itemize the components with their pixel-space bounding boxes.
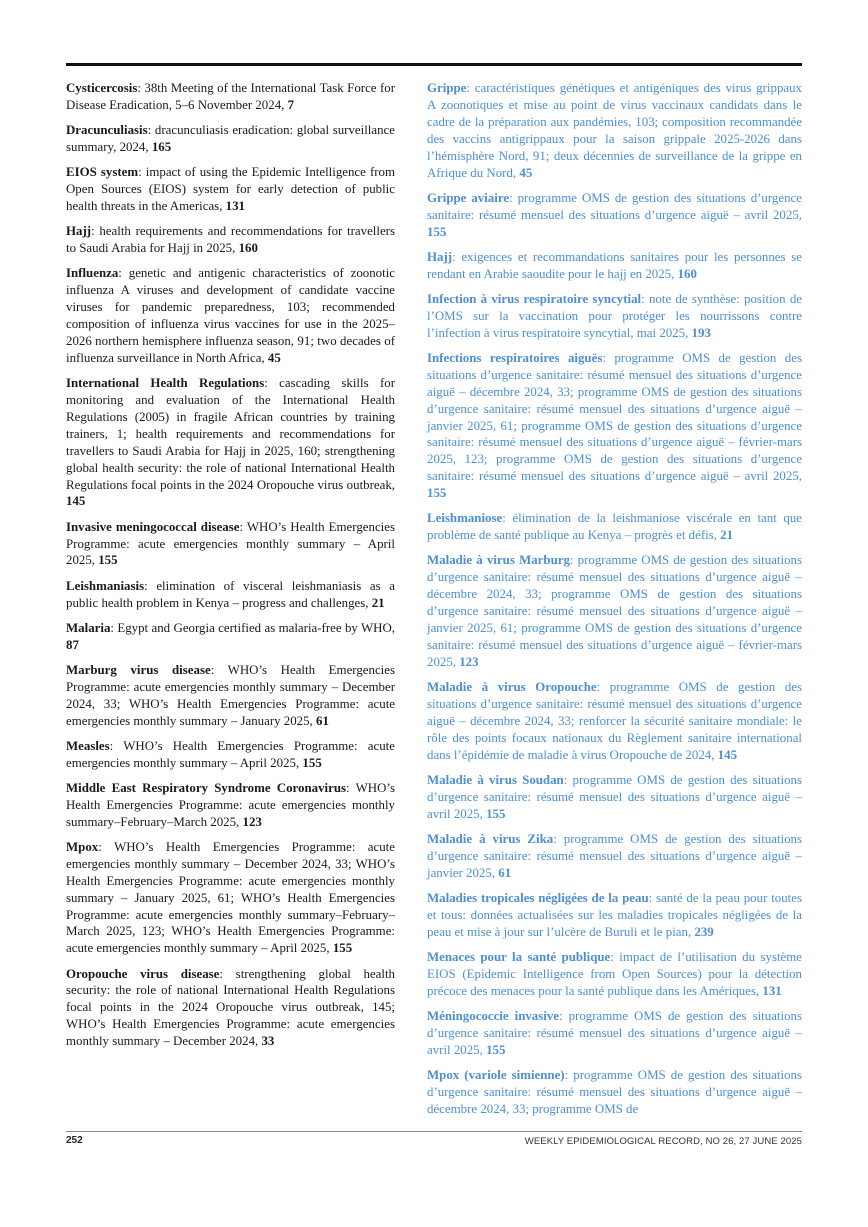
- index-page-reference: 155: [98, 553, 118, 568]
- index-term: Maladies tropicales négligées de la peau: [427, 890, 649, 905]
- index-page-reference: 7: [287, 97, 295, 112]
- index-entry: [66, 80, 395, 114]
- index-term: Cysticercosis: [66, 81, 138, 95]
- index-term: Maladie à virus Zika: [427, 831, 554, 846]
- index-entry: [66, 578, 395, 612]
- index-description: : impact de l’utilisation du système EIOS (Epidemic Intelligence from Open Sources) pour la détection précoce des menaces pour la santé publique dans les Amériques,: [427, 949, 803, 998]
- index-entry: [427, 291, 802, 342]
- index-description: : programme OMS de gestion des situations d’urgence sanitaire: résumé mensuel des situations d’urgence aiguë – décembre 2024, 33; programme OMS de: [427, 1067, 802, 1116]
- index-term: Maladie à virus Oropouche: [427, 680, 597, 695]
- index-page-reference: 21: [371, 595, 385, 610]
- index-description: : dracunculiasis eradication: global surveillance summary, 2024,: [66, 123, 395, 155]
- index-description: : programme OMS de gestion des situations d’urgence sanitaire: résumé mensuel des situations d’urgence aiguë – janvier 2025,: [427, 831, 803, 880]
- index-description: : programme OMS de gestion des situations d’urgence sanitaire: résumé mensuel des situations d’urgence aiguë – décembre 2024, 33; programme OMS de gestion des situations d’urgence sanitaire: résumé mensuel des situations d’urgence aiguë – janvier 2025, 61; programme OMS de gestion des situations d’urgence sanitaire: résumé mensuel des situations d’urgence aiguë – février-mars 2025,: [427, 553, 802, 669]
- index-description: : Egypt and Georgia certified as malaria-free by WHO,: [110, 620, 395, 635]
- index-page-reference: 33: [261, 1034, 275, 1049]
- index-page-reference: 145: [717, 747, 738, 762]
- index-description: : WHO’s Health Emergencies Programme: acute emergencies monthly summary – December 2024, 33; WHO’s Health Emergencies Programme: acute emergencies monthly summary – January 2025, 61; WHO’s Health Emergencies Programme: acute emergencies monthly summary–February–March 2025, 123; WHO’s Health Emergencies Programme: acute emergencies monthly summary – April 2025,: [66, 839, 395, 956]
- index-term: Mpox (variole simienne): [427, 1067, 565, 1082]
- running-footer-title: WEEKLY EPIDEMIOLOGICAL RECORD, NO 26, 27 JUNE 2025: [524, 1136, 802, 1147]
- index-description: : WHO’s Health Emergencies Programme: acute emergencies monthly summary–February–March 2025,: [66, 780, 395, 829]
- index-term: Invasive meningococcal disease: [66, 519, 240, 534]
- english-index-column: [66, 80, 395, 1058]
- index-entry: [66, 620, 395, 654]
- index-entry: [66, 164, 395, 215]
- index-entry: [427, 679, 802, 764]
- index-entry: [427, 949, 802, 1000]
- index-page-reference: 145: [66, 494, 86, 509]
- index-page-reference: 131: [225, 199, 245, 214]
- index-page-reference: 193: [691, 325, 711, 340]
- index-term: Hajj: [427, 249, 453, 264]
- index-entry: [427, 890, 802, 941]
- index-page-reference: 87: [66, 637, 79, 652]
- index-page-reference: 160: [677, 266, 697, 281]
- index-entry: [66, 662, 395, 730]
- index-entry: [66, 966, 395, 1051]
- index-term: Marburg virus disease: [66, 662, 211, 677]
- index-page-reference: 155: [302, 755, 322, 770]
- index-entry: [66, 738, 395, 772]
- index-entry: [427, 772, 802, 823]
- index-entry: [427, 552, 802, 670]
- index-description: : programme OMS de gestion des situations d’urgence sanitaire: résumé mensuel des situations d’urgence aiguë – décembre 2024, 33; programme OMS de gestion des situations d’urgence sanitaire: résumé mensuel des situations d’urgence aiguë – janvier 2025, 61; programme OMS de gestion des situations d’urgence sanitaire: résumé mensuel des situations d’urgence aiguë – février-mars 2025, 123; programme OMS de gestion des situations d’urgence sanitaire: résumé mensuel des situations d’urgence aiguë – avril 2025,: [427, 350, 802, 484]
- index-term: Middle East Respiratory Syndrome Coronavirus: [66, 780, 347, 795]
- index-term: Infections respiratoires aiguës: [427, 350, 603, 365]
- index-page-reference: 21: [720, 528, 734, 543]
- index-description: : programme OMS de gestion des situations d’urgence sanitaire: résumé mensuel des situations d’urgence aiguë – avril 2025,: [427, 190, 802, 222]
- index-page-reference: 61: [498, 865, 512, 880]
- index-term: Leishmaniasis: [66, 578, 145, 593]
- index-page-reference: 61: [316, 713, 329, 728]
- index-page-reference: 155: [332, 941, 353, 956]
- page-number: 252: [66, 1135, 83, 1146]
- index-entry: [66, 839, 395, 957]
- index-entry: [427, 190, 802, 241]
- index-entry: [66, 223, 395, 257]
- index-entry: [66, 519, 395, 570]
- french-index-column: [427, 80, 802, 1126]
- index-page-reference: 123: [242, 814, 262, 829]
- index-entry: [66, 375, 395, 510]
- index-term: EIOS system: [66, 165, 139, 180]
- index-term: Leishmaniose: [427, 511, 503, 526]
- index-page-reference: 239: [694, 924, 714, 939]
- index-page-reference: 131: [762, 983, 782, 998]
- index-page-reference: 45: [267, 350, 281, 365]
- index-term: Infection à virus respiratoire syncytial: [427, 291, 642, 306]
- top-rule: [66, 63, 802, 66]
- index-description: : strengthening global health security: the role of national International Health Regulations focal points in the 2024 Oropouche virus outbreak, 145; WHO’s Health Emergencies Programme: acute emergencies monthly summary – December 2024,: [66, 966, 395, 1049]
- index-description: : WHO’s Health Emergencies Programme: acute emergencies monthly summary – April 2025,: [66, 519, 395, 568]
- index-description: : cascading skills for monitoring and evaluation of the International Health Regulations (2005) in fragile African countries by training trainers, 1; health requirements and recommendations for travellers to Saudi Arabia for Hajj in 2025, 160; strengthening global health security: the role of national International Health Regulations focal points in the 2024 Oropouche virus outbreak,: [66, 376, 395, 492]
- index-page-reference: 155: [486, 1042, 506, 1057]
- index-description: : 38th Meeting of the International Task Force for Disease Eradication, 5–6 November 2024,: [66, 81, 395, 112]
- index-description: : exigences et recommandations sanitaires pour les personnes se rendant en Arabie saoudite pour le hajj en 2025,: [427, 249, 802, 281]
- index-term: Maladie à virus Marburg: [427, 553, 570, 568]
- index-term: Dracunculiasis: [66, 123, 148, 138]
- index-description: : programme OMS de gestion des situations d’urgence sanitaire: résumé mensuel des situations d’urgence aiguë – avril 2025,: [427, 772, 803, 821]
- index-term: Measles: [66, 738, 110, 753]
- index-description: : elimination of visceral leishmaniasis as a public health problem in Kenya – progress and challenges,: [66, 578, 395, 610]
- index-term: International Health Regulations: [66, 376, 265, 391]
- index-entry: [66, 122, 395, 156]
- index-entry: [66, 780, 395, 831]
- index-term: Malaria: [66, 620, 111, 635]
- index-entry: [427, 1008, 802, 1059]
- index-term: Hajj: [66, 224, 92, 239]
- index-description: : élimination de la leishmaniose viscérale en tant que problème de santé publique au Kenya – progrès et défis,: [427, 511, 802, 543]
- index-description: : health requirements and recommendations for travellers to Saudi Arabia for Hajj in 2025,: [66, 224, 395, 256]
- index-term: Oropouche virus disease: [66, 966, 220, 981]
- index-description: : genetic and antigenic characteristics of zoonotic influenza A viruses and development of candidate vaccine viruses for pandemic preparedness, 103; recommended composition of influenza virus vaccines for use in the 2025–2026 northern hemisphere influenza season, 91; two decades of influenza surveillance in North Africa,: [66, 266, 395, 365]
- index-entry: [427, 80, 802, 181]
- index-term: Mpox: [66, 839, 99, 854]
- index-term: Influenza: [66, 266, 119, 281]
- index-term: Menaces pour la santé publique: [427, 949, 611, 964]
- index-entry: [427, 1067, 802, 1118]
- index-term: Grippe aviaire: [427, 190, 510, 205]
- index-entry: [66, 265, 395, 366]
- index-description: : note de synthèse: position de l’OMS sur la vaccination pour protéger les nourrissons contre l’infection à virus respiratoire syncytial, mai 2025,: [427, 291, 802, 340]
- index-description: : programme OMS de gestion des situations d’urgence sanitaire: résumé mensuel des situations d’urgence aiguë – décembre 2024, 33; renforcer la sécurité sanitaire mondiale: le rôle des points focaux nationaux du Règlement sanitaire international dans l’épidémie de maladie à virus Oropouche de 2024,: [427, 680, 803, 762]
- index-page-reference: 155: [486, 806, 506, 821]
- index-page-reference: 165: [151, 140, 172, 155]
- index-description: : WHO’s Health Emergencies Programme: acute emergencies monthly summary – December 2024, 33; WHO’s Health Emergencies Programme: acute emergencies monthly summary – January 2025,: [66, 662, 395, 728]
- index-page-reference: 155: [427, 486, 447, 501]
- index-term: Maladie à virus Soudan: [427, 772, 564, 787]
- index-description: : programme OMS de gestion des situations d’urgence sanitaire: résumé mensuel des situations d’urgence aiguë – avril 2025,: [427, 1008, 802, 1057]
- index-entry: [427, 350, 802, 502]
- index-page-reference: 45: [519, 165, 533, 180]
- index-description: : impact of using the Epidemic Intelligence from Open Sources (EIOS) system for early detection of public health threats in the Americas,: [66, 165, 396, 214]
- index-page-reference: 160: [238, 241, 258, 256]
- index-entry: [427, 249, 802, 283]
- footer-rule: [66, 1131, 802, 1132]
- index-description: : santé de la peau pour toutes et tous: données actualisées sur les maladies tropicales négligées de la peau et mise à jour sur l’ulcère de Buruli et le pian,: [427, 890, 802, 939]
- index-term: Méningococcie invasive: [427, 1008, 560, 1023]
- index-page-reference: 155: [427, 224, 447, 239]
- index-description: : WHO’s Health Emergencies Programme: acute emergencies monthly summary – April 2025,: [66, 738, 395, 770]
- index-description: : caractéristiques génétiques et antigéniques des virus grippaux A zoonotiques et mise au point de virus vaccinaux candidats dans le cadre de la préparation aux pandémies, 103; composition recommandée des vaccins antigrippaux pour la saison grippale 2025-2026 dans l’hémisphère Nord, 91; deux décennies de surveillance de la grippe en Afrique du Nord,: [427, 81, 802, 180]
- index-entry: [427, 831, 802, 882]
- index-page-reference: 123: [459, 654, 479, 669]
- index-entry: [427, 510, 802, 544]
- index-term: Grippe: [427, 81, 467, 95]
